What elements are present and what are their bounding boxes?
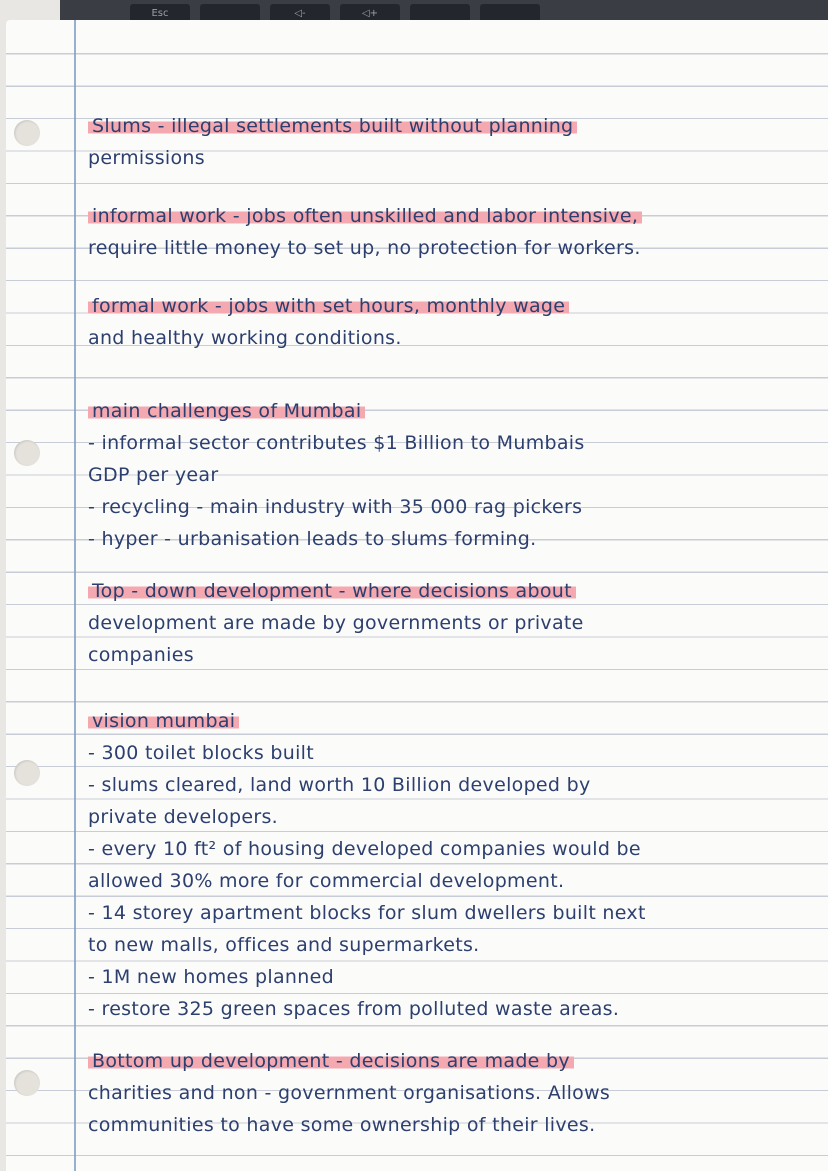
highlight: informal work - jobs often unskilled and labor intensive, bbox=[88, 205, 642, 227]
note-line: to new malls, offices and supermarkets. bbox=[88, 934, 480, 956]
punch-hole-icon bbox=[14, 440, 40, 466]
note-line: - slums cleared, land worth 10 Billion developed by bbox=[88, 774, 591, 796]
note-bottom-up-development bbox=[88, 1045, 610, 1141]
note-slums bbox=[88, 110, 577, 174]
note-line: - 1M new homes planned bbox=[88, 966, 334, 988]
highlight: vision mumbai bbox=[88, 710, 239, 732]
punch-hole-icon bbox=[14, 1070, 40, 1096]
note-line bbox=[88, 395, 585, 427]
highlight: Bottom up development - decisions are made by bbox=[88, 1050, 574, 1072]
note-main-challenges bbox=[88, 395, 585, 555]
note-line bbox=[88, 1045, 610, 1077]
highlight: formal work - jobs with set hours, monthly wage bbox=[88, 295, 569, 317]
note-line: charities and non - government organisations. Allows bbox=[88, 1082, 611, 1104]
note-line: and healthy working conditions. bbox=[88, 327, 402, 349]
note-line bbox=[88, 290, 569, 322]
note-top-down-development bbox=[88, 575, 584, 671]
highlight: Top - down development - where decisions about bbox=[88, 580, 576, 602]
note-line: - 14 storey apartment blocks for slum dwellers built next bbox=[88, 902, 646, 924]
note-line: - hyper - urbanisation leads to slums forming. bbox=[88, 528, 537, 550]
volume-up-key: ◁+ bbox=[340, 4, 400, 24]
note-line bbox=[88, 200, 642, 232]
note-line: GDP per year bbox=[88, 464, 219, 486]
note-line: private developers. bbox=[88, 806, 279, 828]
note-line: - restore 325 green spaces from polluted waste areas. bbox=[88, 998, 620, 1020]
note-line bbox=[88, 110, 577, 142]
lined-paper bbox=[6, 20, 828, 1171]
note-line: - recycling - main industry with 35 000 rag pickers bbox=[88, 496, 583, 518]
punch-hole-icon bbox=[14, 760, 40, 786]
volume-down-key: ◁- bbox=[270, 4, 330, 24]
note-informal-work bbox=[88, 200, 642, 264]
note-line bbox=[88, 575, 584, 607]
note-line: permissions bbox=[88, 147, 205, 169]
note-line: require little money to set up, no protection for workers. bbox=[88, 237, 641, 259]
note-vision-mumbai bbox=[88, 705, 646, 1025]
highlight: Slums - illegal settlements built without planning bbox=[88, 115, 577, 137]
esc-key: Esc bbox=[130, 4, 190, 24]
punch-hole-icon bbox=[14, 120, 40, 146]
note-formal-work bbox=[88, 290, 569, 354]
margin-line bbox=[74, 20, 76, 1171]
note-line: - 300 toilet blocks built bbox=[88, 742, 314, 764]
note-line: - every 10 ft² of housing developed companies would be bbox=[88, 838, 641, 860]
note-line: companies bbox=[88, 644, 194, 666]
note-line: communities to have some ownership of their lives. bbox=[88, 1114, 596, 1136]
note-line: allowed 30% more for commercial development. bbox=[88, 870, 565, 892]
note-line: development are made by governments or private bbox=[88, 612, 584, 634]
note-line: - informal sector contributes $1 Billion to Mumbais bbox=[88, 432, 585, 454]
highlight: main challenges of Mumbai bbox=[88, 400, 365, 422]
note-line bbox=[88, 705, 646, 737]
